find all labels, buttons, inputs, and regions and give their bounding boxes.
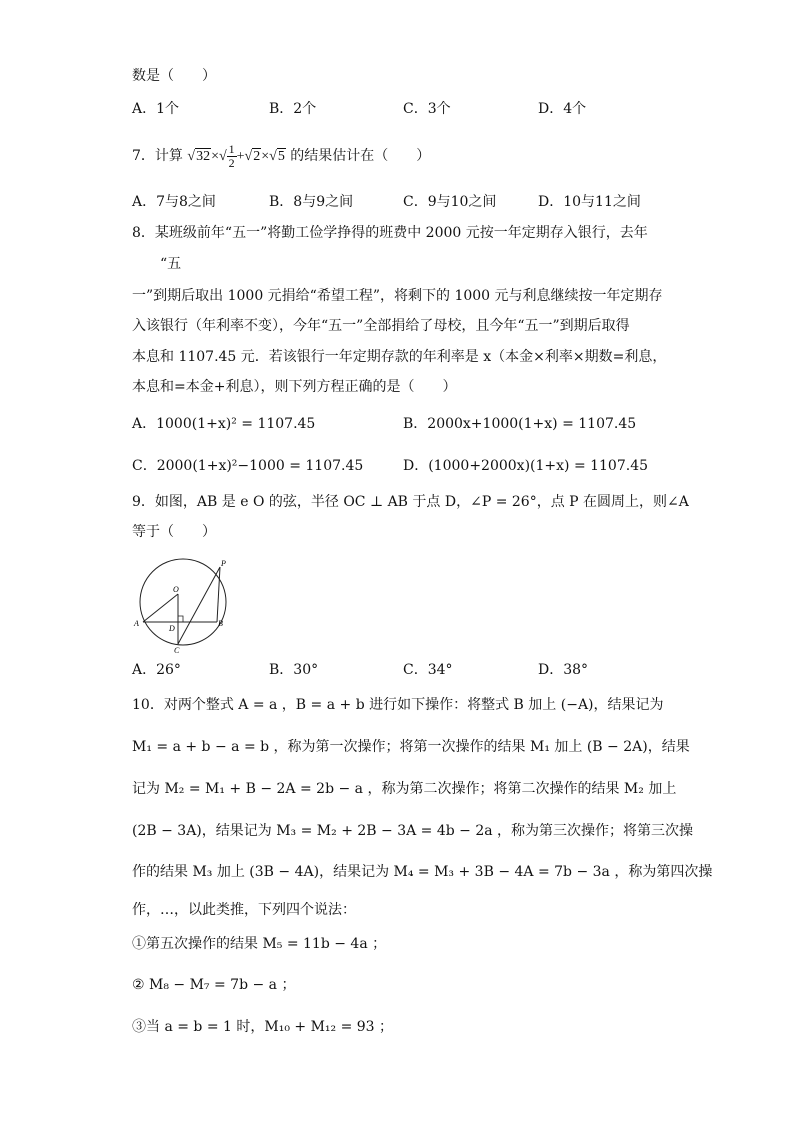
q10-statement-2: ② M₈ − M₇ = 7b − a ； [132,977,296,993]
q7-options [132,191,692,211]
q10-line-4: (2B − 3A)，结果记为 M₃ = M₂ + 2B − 3A = 4b − 2a ，称为第三次操作；将第三次操 [132,823,694,839]
segment-oa [143,594,178,622]
q8-option-b: B．2000x+1000(1+x) = 1107.45 [403,416,637,432]
q8-line-4: 入该银行（年利率不变），今年“五一”全部捐给了母校，且今年“五一”到期后取得 [132,318,630,334]
q6-option-b: B．2个 [269,101,317,117]
q8-line-3: 一”到期后取出 1000 元捐给“希望工程”，将剩下的 1000 元与利息继续按一年定期存 [132,288,663,304]
label-d: D [169,624,175,633]
label-a: A [134,619,139,628]
q8-line-2: “五 [160,256,182,272]
q8-option-c: C．2000(1+x)²−1000 = 1107.45 [132,458,364,474]
q8-line-5: 本息和 1107.45 元．若该银行一年定期存款的年利率是 x（本金×利率×期数=利息， [132,349,667,365]
q8-options-row-1 [132,413,692,433]
q6-tail-text: 数是（ ） [132,68,216,84]
q10-line-2: M₁ = a + b − a = b ，称为第一次操作；将第一次操作的结果 M₁ 加上 (B − 2A)，结果 [132,739,690,755]
q8-line-1: 8．某班级前年“五一”将勤工俭学挣得的班费中 2000 元按一年定期存入银行，去年 [132,225,648,241]
q7-option-b: B．8与9之间 [269,194,354,210]
segment-pb [217,567,220,622]
q7-option-a: A．7与8之间 [132,194,216,210]
q6-options [132,98,692,118]
q10-line-3: 记为 M₂ = M₁ + B − 2A = 2b − a ，称为第二次操作；将第二次操作的结果 M₂ 加上 [132,781,677,797]
q9-circle-figure [128,554,238,656]
q8-option-a: A．1000(1+x)² = 1107.45 [132,416,316,432]
q8-line-6: 本息和=本金+利息），则下列方程正确的是（ ） [132,379,457,395]
q9-option-b: B．30° [269,662,319,678]
q8-options-row-2 [132,455,692,475]
q9-option-c: C．34° [403,662,453,678]
q6-option-c: C．3个 [403,101,451,117]
label-o: O [173,585,179,594]
q7-expression: √32×√ $\frac{1}{2}$ +√2×√5 [187,142,285,171]
q7-option-c: C．9与10之间 [403,194,497,210]
q6-option-d: D．4个 [538,101,587,117]
right-angle-mark [178,616,183,622]
q6-option-a: A．1个 [132,101,180,117]
q8-option-d: D．(1000+2000x)(1+x) = 1107.45 [403,458,649,474]
label-b: B [218,619,223,628]
label-p: P [221,559,226,568]
q10-line-6: 作，…，以此类推，下列四个说法： [132,902,356,918]
q10-line-1: 10．对两个整式 A = a ，B = a + b 进行如下操作：将整式 B 加上 (−A)，结果记为 [132,697,664,713]
q7-option-d: D．10与11之间 [538,194,641,210]
q10-statement-1: ①第五次操作的结果 M₅ = 11b − 4a ； [132,936,387,952]
q9-options [132,659,692,679]
q7-suffix: 的结果估计在（ ） [290,148,431,164]
q10-line-5: 作的结果 M₃ 加上 (3B − 4A)，结果记为 M₄ = M₃ + 3B − 4A = 7b − 3a ，称为第四次操 [132,864,713,880]
label-c: C [174,646,180,655]
q9-option-d: D．38° [538,662,589,678]
q7-prefix: 7．计算 [132,148,183,164]
circle-o [140,559,226,645]
q9-option-a: A．26° [132,662,181,678]
q9-line-2: 等于（ ） [132,524,216,540]
q7-stem [132,142,430,171]
q9-line-1: 9．如图，AB 是 e O 的弦，半径 OC ⊥ AB 于点 D，∠P = 26°，点 P 在圆周上，则∠A [132,494,689,510]
q10-statement-3: ③当 a = b = 1 时，M₁₀ + M₁₂ = 93 ； [132,1019,394,1035]
